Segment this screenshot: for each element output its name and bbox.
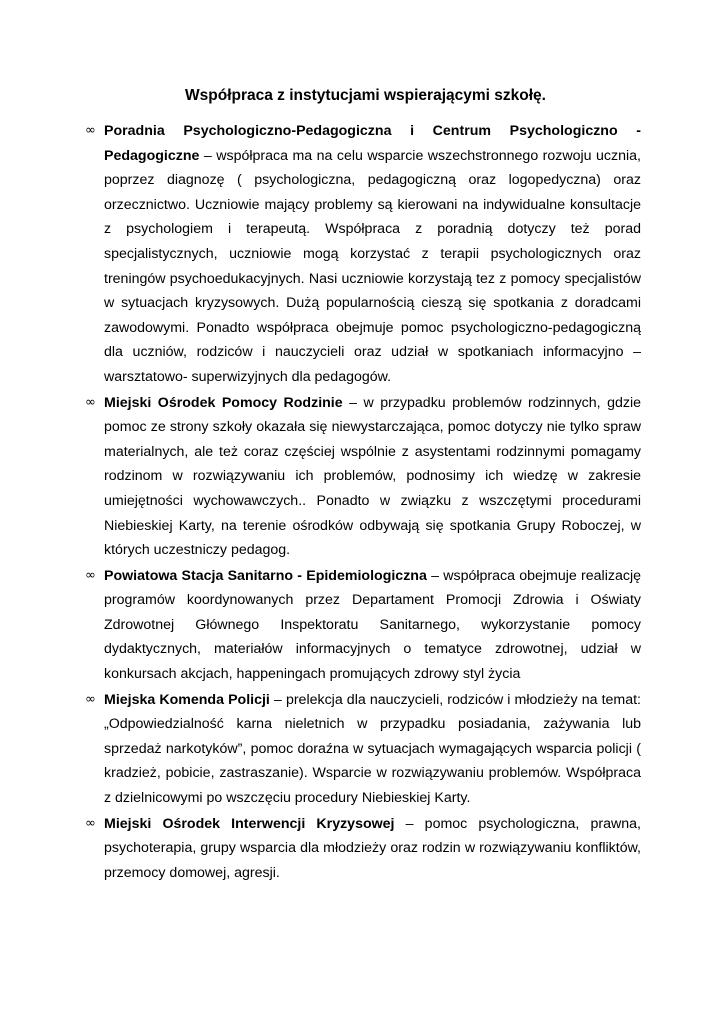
infinity-bullet-icon: ∞ bbox=[85, 123, 96, 138]
institution-description: – współpraca ma na celu wsparcie wszechstronnego rozwoju ucznia, poprzez diagnozę ( psychologiczna, pedagogiczną oraz logopedyczna) oraz orzecznictwo. Uczniowie mający problemy są kierowani na indywidualne konsultacje z psychologiem i terapeutą. Współpraca z poradnią dotyczy też porad specjalistycznych, uczniowie mogą korzystać z terapii psychologicznych oraz treningów psychoedukacyjnych. Nasi uczniowie korzystają tez z pomocy specjalistów w sytuacjach kryzysowych. Dużą popularnością cieszą się spotkania z doradcami zawodowymi. Ponadto współpraca obejmuje pomoc psychologiczno-pedagogiczną dla uczniów, rodziców i nauczycieli oraz udział w spotkaniach informacyjno –warsztatowo- superwizyjnych dla pedagogów. bbox=[104, 147, 641, 385]
list-item-moik bbox=[86, 812, 641, 886]
list-item-policja bbox=[86, 688, 641, 811]
institution-description: – współpraca obejmuje realizację programów koordynowanych przez Departament Promocji Zdrowia i Oświaty Zdrowotnej Głównego Inspektoratu Sanitarnego, wykorzystanie pomocy dydaktycznych, materiałów informacyjnych o tematyce zdrowotnej, udział w konkursach akcjach, happeningach promujących zdrowy styl życia bbox=[104, 567, 641, 683]
list-item-poradnia bbox=[86, 119, 641, 390]
list-item-sanepid bbox=[86, 564, 641, 687]
institution-name: Miejska Komenda Policji bbox=[104, 691, 270, 708]
infinity-bullet-icon: ∞ bbox=[85, 394, 96, 410]
infinity-bullet-icon: ∞ bbox=[85, 815, 96, 831]
institution-description: – prelekcja dla nauczycieli, rodziców i młodzieży na temat: „Odpowiedzialność karna nieletnich w przypadku posiadania, zażywania lub sprzedaż narkotyków”, pomoc doraźna w sytuacjach wymagających wsparcia policji ( kradzież, pobicie, zastraszanie). Wsparcie w rozwiązywaniu problemów. Współpraca z dzielnicowymi po wszczęciu procedury Niebieskiej Karty. bbox=[104, 691, 642, 807]
list-item-mops bbox=[86, 391, 641, 563]
infinity-bullet-icon: ∞ bbox=[85, 567, 96, 583]
institution-description: – pomoc psychologiczna, prawna, psychoterapia, grupy wsparcia dla młodzieży oraz rodzin w rozwiązywaniu konfliktów, przemocy domowej, agresji. bbox=[104, 815, 641, 881]
institution-list bbox=[86, 119, 641, 885]
infinity-bullet-icon: ∞ bbox=[85, 691, 96, 707]
page-title: Współpraca z instytucjami wspierającymi szkołę. bbox=[185, 87, 546, 104]
institution-name: Miejski Ośrodek Interwencji Kryzysowej bbox=[104, 815, 395, 832]
institution-name: Poradnia Psychologiczno-Pedagogiczna i Centrum Psychologiczno - Pedagogiczne bbox=[104, 123, 641, 164]
institution-name: Powiatowa Stacja Sanitarno - Epidemiologiczna bbox=[104, 567, 427, 584]
institution-name: Miejski Ośrodek Pomocy Rodzinie bbox=[104, 394, 343, 411]
institution-description: – w przypadku problemów rodzinnych, gdzie pomoc ze strony szkoły okazała się niewystarczająca, pomoc dotyczy nie tylko spraw materialnych, ale też coraz częściej wspólnie z asystentami rodzinnymi pomagamy rodzinom w rozwiązywaniu ich problemów, podnosimy ich wiedzę w zakresie umiejętności wychowawczych.. Ponadto w związku z wszczętymi procedurami Niebieskiej Karty, na terenie ośrodków odbywają się spotkania Grupy Roboczej, w których uczestniczy pedagog. bbox=[104, 394, 641, 559]
